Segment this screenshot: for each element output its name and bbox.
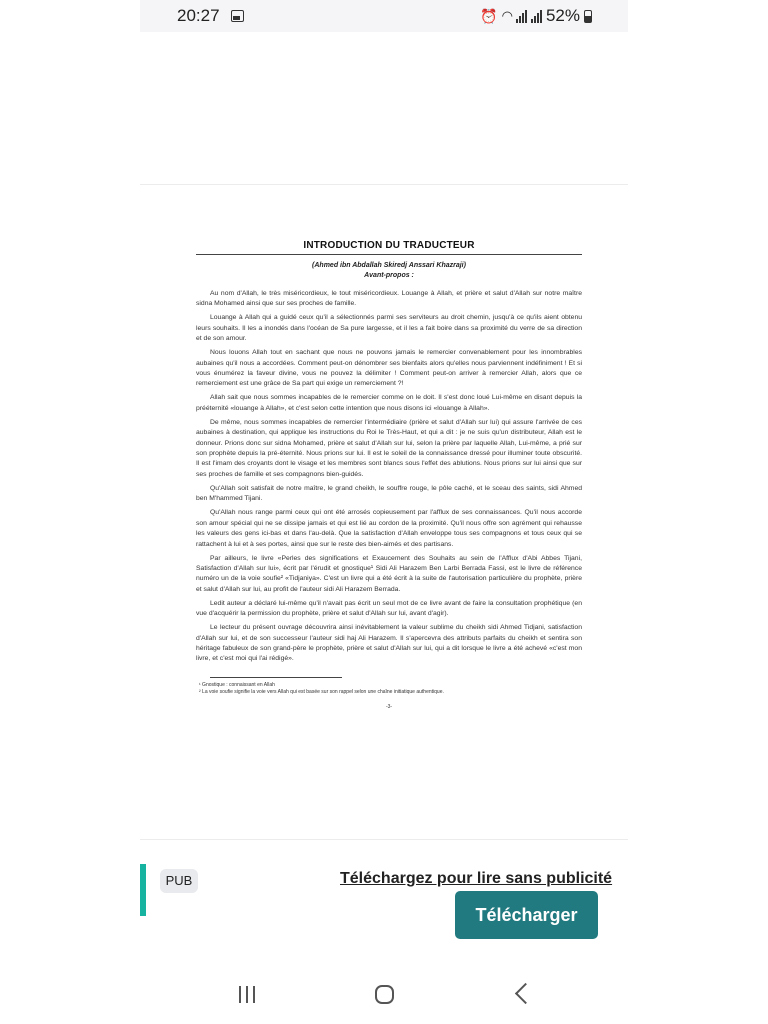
paragraph: Louange à Allah qui a guidé ceux qu'il a sélectionnés parmi ses serviteurs au droit chemin, jusqu'à ce qu'ils aient obtenu leurs souhaits. Il les a inondés dans l'océan de Sa pure largesse, et il les a fait boire dans sa proximité du verre de sa direction et de son amour.: [196, 314, 582, 343]
footnote: ² La voie soufie signifie la voie vers Allah qui est basée sur son rappel selon une chaîne initiatique authentique.: [199, 689, 444, 696]
back-icon[interactable]: [515, 983, 536, 1004]
signal-icon: [531, 10, 542, 23]
paragraph: Par ailleurs, le livre «Perles des significations et Exaucement des Souhaits au sein de l'Afflux d'Abi Abbes Tijani, Satisfaction d'Allah sur lui», écrit par l'érudit et gnostique¹ Sidi Ali Harazem Ben Larbi Berrada Fassi, est le livre de référence numéro un de la voie soufie² «Tidjaniya». C'est un livre qui a été écrit à la suite de l'autorisation particulière du prophète, prière et salut d'Allah sur lui, au profit de l'auteur sidi Ali Harazem Berrada.: [196, 554, 582, 593]
paragraph: Le lecteur du présent ouvrage découvrira ainsi inévitablement la valeur sublime du cheikh sidi Ahmed Tidjani, satisfaction d'Allah sur lui, et de son successeur l'auteur sidi haj Ali Harazem. Il s'apercevra des attributs parfaits du cheikh et sentira son héritage fabuleux de son grand-père le prophète, prière et salut d'Allah sur lui, qui a dit lorsque le livre a été achevé «c'est mon livre, et c'est moi qui l'ai rédigé».: [196, 624, 582, 663]
paragraph: Au nom d'Allah, le très miséricordieux, le tout miséricordieux. Louange à Allah, et prière et salut d'Allah sur notre maître sidna Mohamed ainsi que sur ses proches de famille.: [196, 290, 582, 308]
battery-percent: 52%: [545, 6, 580, 25]
paragraph: Qu'Allah nous range parmi ceux qui ont été arrosés copieusement par l'afflux de ses connaissances. Qu'il nous accorde son amour spécial qui ne se dissipe jamais et qui est lié au cordon de la proximité. Qu'il nous offre son agrément qui rehausse les valeurs des gens ici-bas et dans l'au-delà. Que la satisfaction d'Allah enveloppe tous ses compagnons et tous ceux qui se rattachent à lui et à ses portes, ainsi que sur le reste des bien-aimés et des partisans.: [196, 509, 582, 548]
status-time: 20:27: [177, 6, 220, 25]
wifi-icon: ◠: [501, 8, 512, 23]
image-icon: [231, 10, 244, 22]
alarm-icon: ⏰: [480, 7, 498, 24]
battery-icon: [584, 10, 592, 23]
paragraph: Qu'Allah soit satisfait de notre maître, le grand cheikh, le souffre rouge, le pôle caché, et le sceau des saints, sidi Ahmed ben M'hammed Tijani.: [196, 484, 582, 503]
document-author: (Ahmed ibn Abdallah Skiredj Anssari Khazraji): [312, 262, 466, 269]
ad-accent-bar: [140, 864, 146, 916]
paragraph: De même, nous sommes incapables de remercier l'intermédiaire (prière et salut d'Allah sur lui) qui assure l'arrivée de ces aubaines à destination, qui applique les instructions du Roi le Très-Haut, et qui a dit : je ne suis qu'un distributeur, Allah est le donneur. Prions donc sur sidna Mohamed, prière et salut d'Allah sur lui, selon la prière par laquelle Allah, Lui-même, a prié sur son prophète depuis la pré-éternité. Nous prions sur lui. Il est le soleil de la connaissance dressé pour illuminer toute obscurité. Il est l'imam des croyants dont le visage et les membres sont blancs sous l'effet des ablutions. Nous prions sur lui ainsi que sur ses proches de famille et ses compagnons bien-guidés.: [196, 418, 582, 478]
document-subtitle: Avant-propos :: [364, 272, 414, 279]
download-no-ads-link[interactable]: Téléchargez pour lire sans publicité: [340, 870, 613, 887]
home-icon[interactable]: [375, 985, 394, 1004]
document-page[interactable]: [196, 240, 582, 710]
signal-icon: [516, 10, 527, 23]
status-icons: [480, 6, 592, 26]
recent-apps-icon[interactable]: [239, 986, 255, 1003]
download-button[interactable]: Télécharger: [455, 891, 598, 939]
page-divider: [140, 839, 628, 840]
title-rule: [196, 254, 582, 255]
status-bar: [140, 0, 628, 32]
paragraph: Ledit auteur a déclaré lui-même qu'il n'avait pas écrit un seul mot de ce livre avant de faire la consultation prophétique (en vue d'acquérir la permission du prophète, prière et salut d'Allah sur lui, avant d'agir).: [196, 599, 582, 618]
paragraph: Allah sait que nous sommes incapables de le remercier comme on le doit. Il s'est donc loué Lui-même en disant depuis la prééternité «louange à Allah», et c'est selon cette intention que nous disons ici «louange à Allah».: [196, 394, 582, 412]
footnote-rule: [210, 677, 342, 678]
pub-badge: PUB: [160, 869, 198, 893]
footnote: ¹ Gnostique : connaissant en Allah: [199, 681, 275, 688]
paragraph: Nous louons Allah tout en sachant que nous ne pouvons jamais le remercier convenablement pour les innombrables aubaines qu'il nous a accordées. Comment peut-on dénombrer ses bienfaits alors qu'elles nous parviennent indéfiniment ! Et si vous énumérez la faveur divine, vous ne pouvez la délimiter ! Comment peut-on arriver à remercier Allah, alors que ce remerciement est une grâce de Sa part qui exige un remerciement ?!: [196, 349, 582, 388]
page-number: -3-: [385, 703, 393, 710]
page-divider: [140, 184, 628, 185]
document-title: INTRODUCTION DU TRADUCTEUR: [303, 240, 475, 251]
